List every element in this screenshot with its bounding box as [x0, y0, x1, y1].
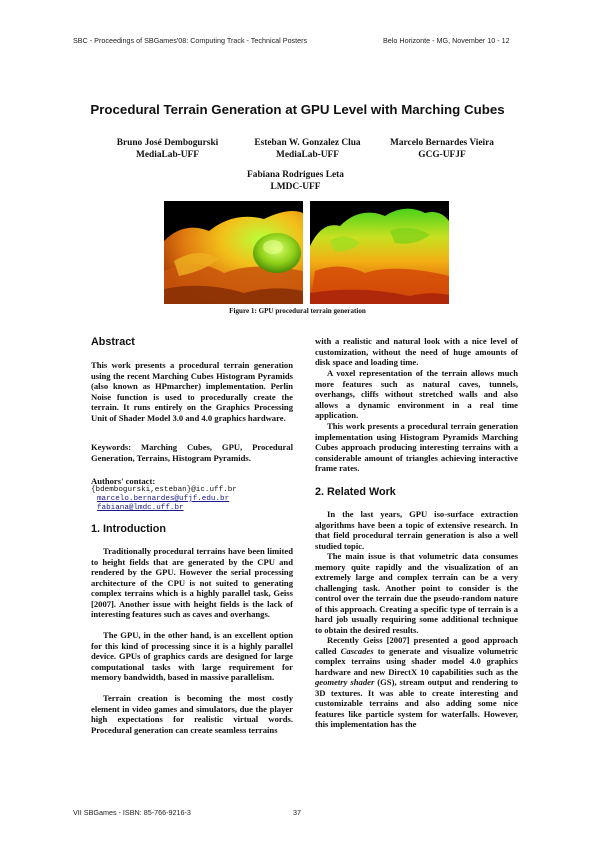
intro-paragraph-1: Traditionally procedural terrains have been limited to height fields that are generated by the CPU and rendered by the GPU. However the serial processing architecture of the CPU is not suited to generating complex terrains which is a highly parallel task, Geiss [2007]. Another issue with height fields is the lack of interesting features such as caves and overhangs. [91, 546, 293, 619]
author-affiliation: MediaLab-UFF [135, 150, 200, 160]
contact-email-3[interactable]: fabiana@lmdc.uff.br [97, 504, 184, 512]
footer-isbn: VII SBGames - ISBN: 85-766-9216-3 [73, 808, 191, 817]
abstract-text: This work presents a procedural terrain generation using the recent Marching Cubes Histogram Pyramids (also known as HPmarcher) implementation. Perlin Noise function is used to procedurally create the terrain. It runs entirely on the Graphics Processing Unit of Shader Model 3.0 and 4.0 graphics hardware. [91, 360, 293, 423]
paper-title: Procedural Terrain Generation at GPU Level with Marching Cubes [90, 102, 505, 117]
geometry-shader-term: geometry shader [315, 677, 375, 687]
introduction-heading: 1. Introduction [91, 523, 166, 535]
this-work-paragraph: This work presents a procedural terrain generation implementation using Histogram Pyramids Marching Cubes approach producing interesting terrains with a considerable amount of triangles achieving interactive frame rates. [315, 421, 518, 473]
author-affiliation: MediaLab-UFF [275, 150, 340, 160]
author-block-3 [372, 137, 512, 161]
author-block-4 [228, 169, 363, 193]
intro-paragraph-3: Terrain creation is becoming the most costly element in video games and simulators, due the player high expectations for realistic virtual words. Procedural generation can create seamless terrains [91, 693, 293, 735]
author-block-1 [100, 137, 235, 161]
keywords: Keywords: Marching Cubes, GPU, Procedural Generation, Terrains, Histogram Pyramids. [91, 442, 293, 463]
related-work-heading: 2. Related Work [315, 486, 396, 498]
contact-email-2[interactable]: marcelo.bernardes@ufjf.edu.br [97, 495, 230, 503]
related-p3-text-c: (GS), stream output and rendering to 3D textures. It was able to create interesting and customizable terrains and also adding some nice features like particle system for waterfalls. However, this implementation has the [315, 677, 519, 729]
related-paragraph-1: In the last years, GPU iso-surface extraction algorithms have been a topic of extensive research. In that field procedural terrain generation is also a well studied topic. [315, 509, 518, 551]
author-block-2 [240, 137, 375, 161]
author-affiliation: LMDC-UFF [270, 182, 321, 192]
author-name: Bruno José Dembogurski [116, 138, 219, 148]
page-number: 37 [293, 808, 301, 817]
author-affiliation: GCG-UFJF [418, 150, 466, 160]
contact-email-1[interactable]: {bdembogurski,esteban}@ic.uff.br [91, 486, 237, 494]
related-p3-text-b: to generate and visualize volumetric complex terrains using shader model 4.0 graphics hardware and new DirectX 10 capabilities such as the [315, 645, 518, 677]
running-header-right: Belo Horizonte - MG, November 10 - 12 [383, 36, 510, 45]
related-p3-text-a: Recently Geiss [2007] presented a good approach called [315, 635, 518, 656]
voxel-paragraph: A voxel representation of the terrain allows much more features such as natural caves, tunnels, overhangs, cliffs without stretched walls and also allows a dynamic environment in a real time application. [315, 368, 518, 420]
contact-label: Authors' contact: [91, 476, 156, 486]
abstract-heading: Abstract [91, 336, 135, 348]
running-header-left: SBC - Proceedings of SBGames'08: Computing Track - Technical Posters [73, 36, 308, 45]
cascades-term: Cascades [340, 645, 374, 656]
terrain-render-right [310, 201, 449, 304]
intro-continued-paragraph: with a realistic and natural look with a nice level of customization, without the need of huge amounts of disk space and loading time. [315, 336, 518, 367]
author-name: Esteban W. Gonzalez Clua [254, 138, 361, 148]
related-paragraph-3 [315, 635, 518, 730]
related-paragraph-2: The main issue is that volumetric data consumes memory quite rapidly and the visualization of an extremely large and complex terrain can be a very challenging task. Another point to consider is the control over the terrain due the pseudo-random nature of this approach. Creating a specific type of terrain is a hard job usually requiring some additional technique to obtain the desired results. [315, 551, 518, 635]
author-name: Marcelo Bernardes Vieira [390, 138, 494, 148]
intro-paragraph-2: The GPU, in the other hand, is an excellent option for this kind of processing since it is a highly parallel device. GPUs of graphics cards are designed for large computational tasks with large requirement for memory bandwidth, based in massive parallelism. [91, 630, 293, 682]
figure-caption: Figure 1: GPU procedural terrain generation [229, 307, 366, 315]
author-name: Fabiana Rodrigues Leta [247, 170, 344, 180]
terrain-render-left [164, 201, 303, 304]
